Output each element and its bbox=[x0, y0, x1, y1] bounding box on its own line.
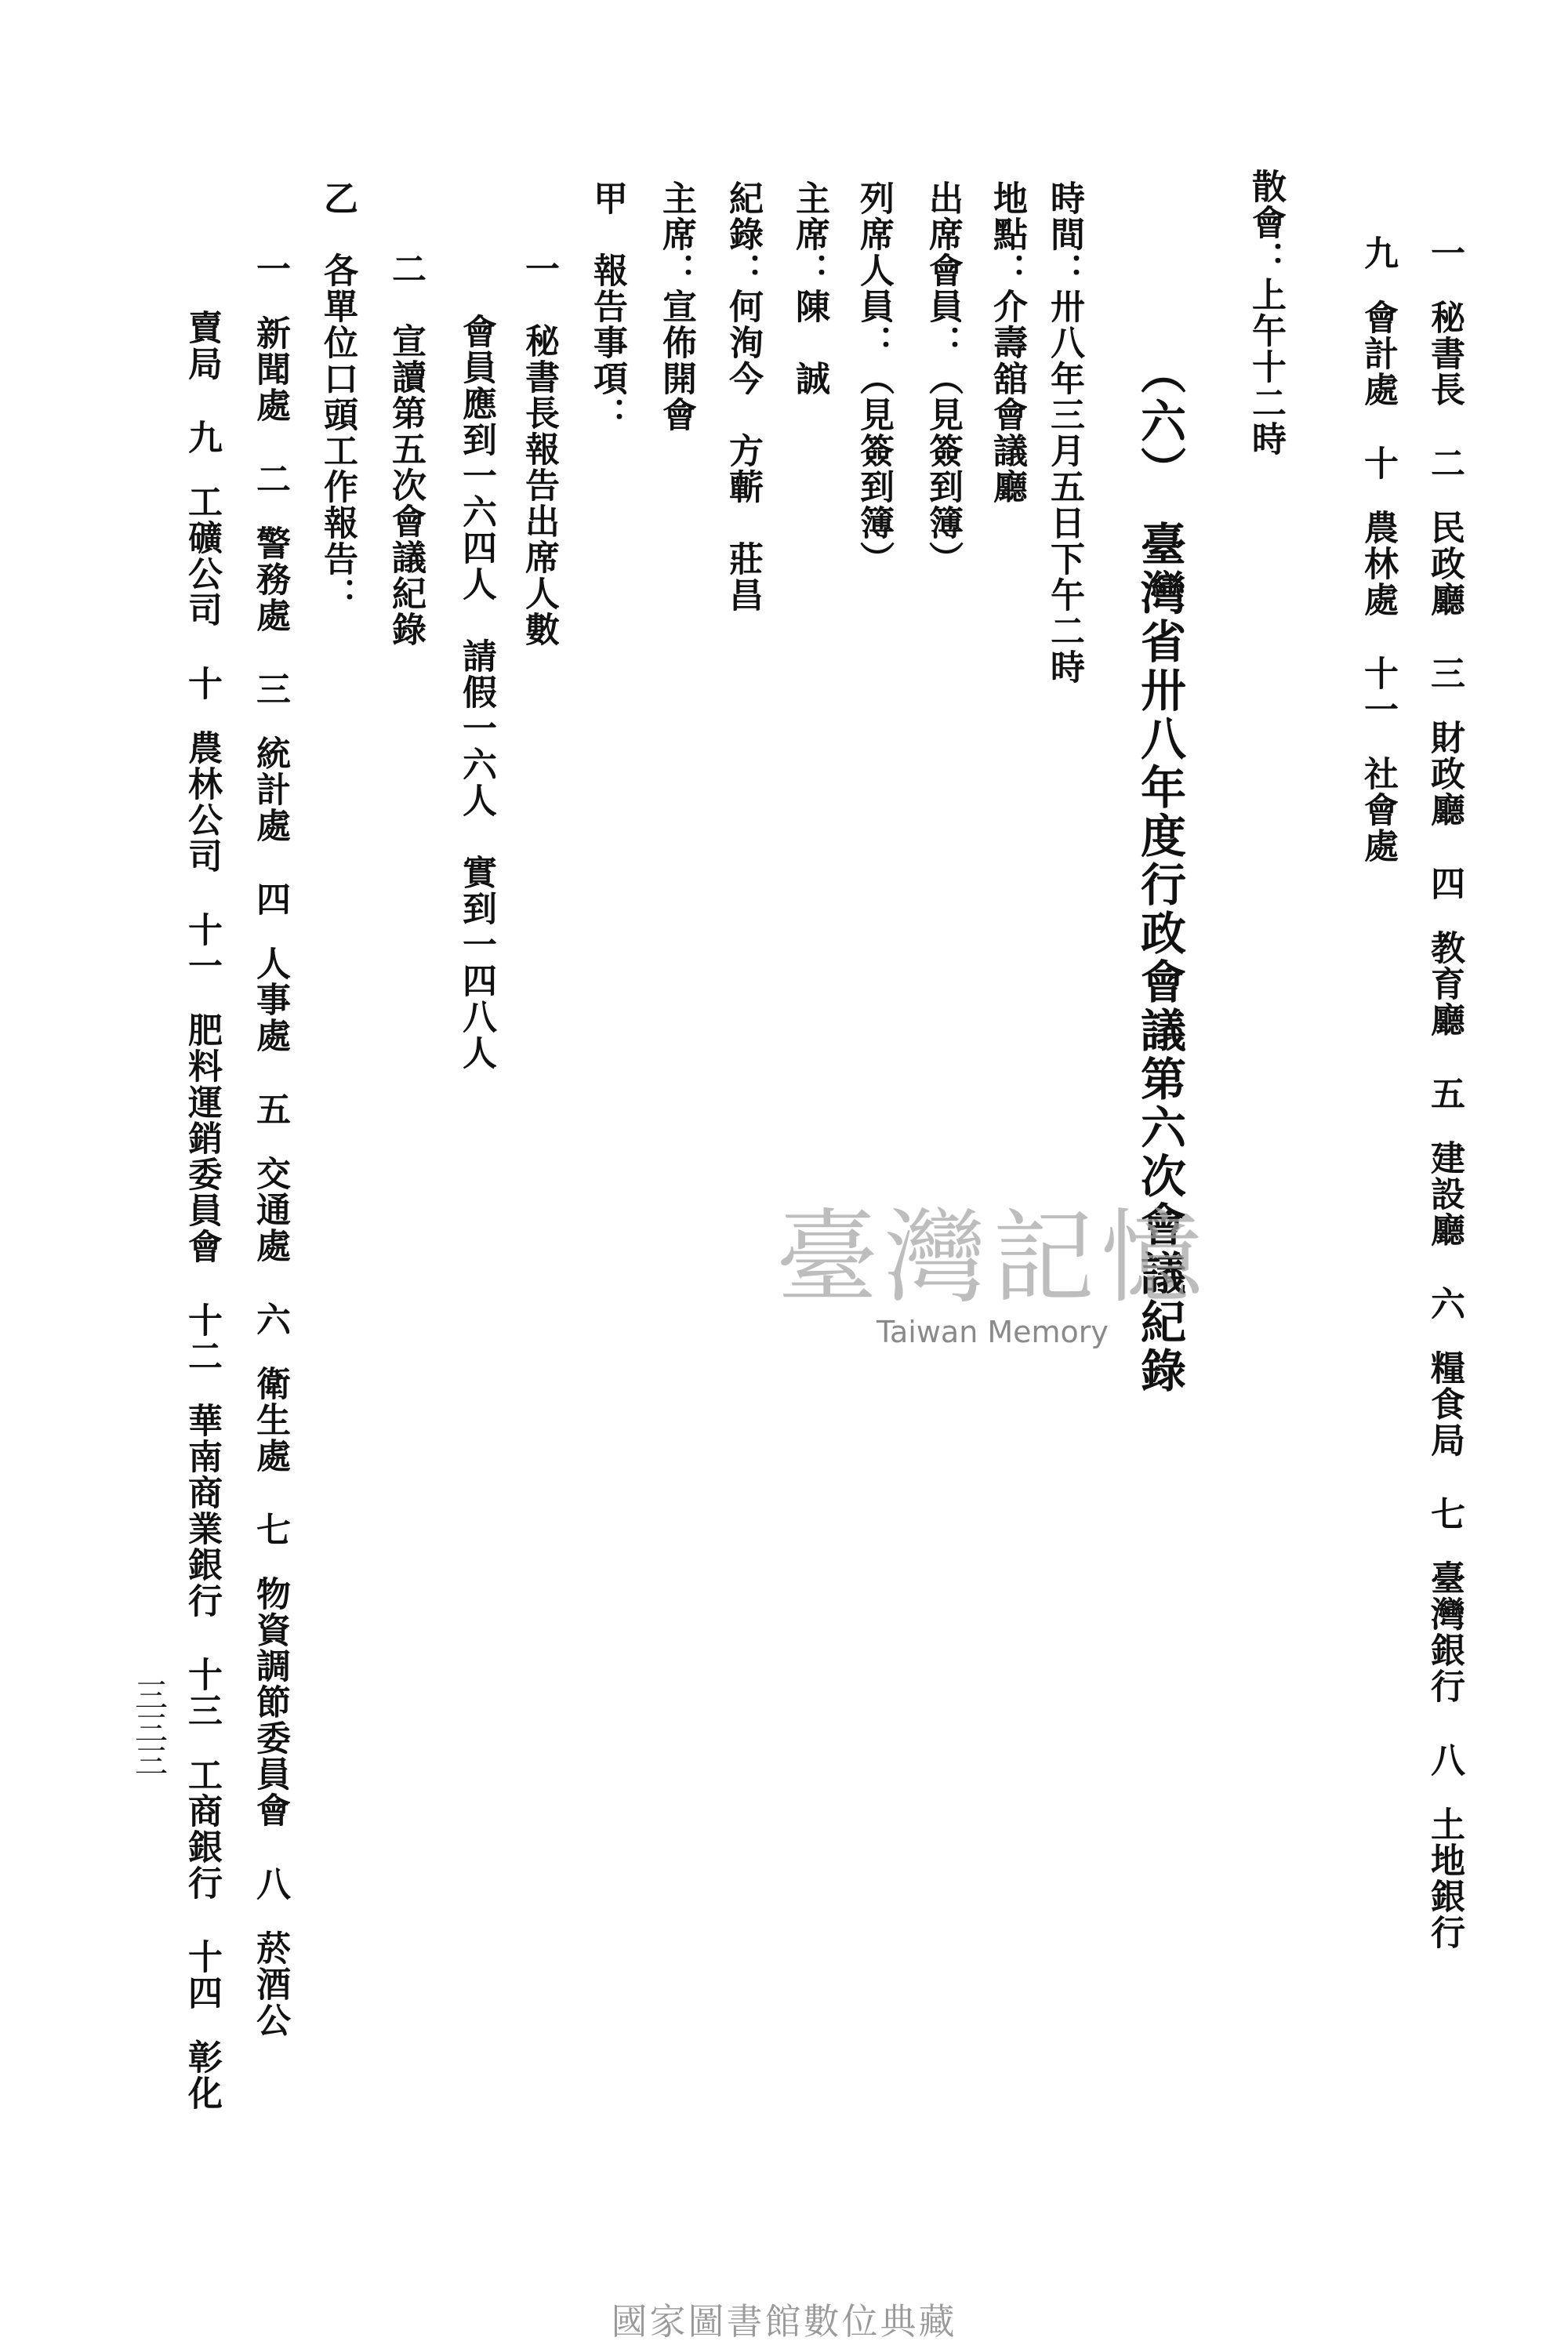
agency-list-column-1 bbox=[1425, 235, 1465, 1951]
report-list-column-2 bbox=[182, 310, 222, 2111]
list-num: 十一 bbox=[182, 912, 222, 984]
meeting-place: 地點：介壽舘會議廳 bbox=[987, 180, 1027, 505]
list-item: 衛生處 bbox=[250, 1366, 290, 1474]
meeting-chair: 主席：陳 誠 bbox=[789, 180, 829, 397]
list-item: 人事處 bbox=[250, 946, 290, 1054]
list-item: 建設廳 bbox=[1425, 1140, 1465, 1248]
report-list-column-1 bbox=[250, 251, 290, 2038]
list-item: 統計處 bbox=[250, 735, 290, 844]
section-b-heading: 乙 各單位口頭工作報告： bbox=[318, 180, 358, 613]
list-item: 賣局 bbox=[182, 310, 222, 382]
list-num: 三 bbox=[1425, 655, 1465, 691]
list-item: 民政廳 bbox=[1425, 510, 1465, 618]
list-item: 糧食局 bbox=[1425, 1350, 1465, 1458]
list-item: 財政廳 bbox=[1425, 720, 1465, 828]
list-item: 物資調節委員會 bbox=[250, 1576, 290, 1828]
list-num: 十三 bbox=[182, 1657, 222, 1729]
meeting-observers: 列席人員：（見簽到簿） bbox=[854, 180, 894, 577]
list-num: 一 bbox=[1425, 235, 1465, 271]
chair-opens-meeting: 主席：宣佈開會 bbox=[656, 180, 696, 433]
list-item: 農林處 bbox=[1358, 510, 1398, 618]
list-item: 農林公司 bbox=[182, 730, 222, 874]
list-item: 交通處 bbox=[250, 1156, 290, 1264]
meeting-recorders: 紀錄：何洵今 方蘄 莊昌 bbox=[723, 180, 763, 613]
list-item: 華南商業銀行 bbox=[182, 1403, 222, 1619]
list-item: 工商銀行 bbox=[182, 1757, 222, 1901]
list-item: 工礦公司 bbox=[182, 484, 222, 628]
attendance-detail: 會員應到一六四人 請假一六人 實到一四八人 bbox=[456, 314, 496, 1071]
list-num: 七 bbox=[1425, 1496, 1465, 1532]
list-item: 警務處 bbox=[250, 525, 290, 633]
list-item: 新聞處 bbox=[250, 315, 290, 423]
list-num: 三 bbox=[250, 671, 290, 707]
list-num: 五 bbox=[250, 1091, 290, 1127]
list-item: 社會處 bbox=[1358, 756, 1398, 864]
list-item: 會計處 bbox=[1358, 299, 1398, 408]
watermark-english: Taiwan Memory bbox=[877, 1315, 1109, 1349]
list-num: 六 bbox=[250, 1301, 290, 1338]
section-a-heading: 甲 報告事項： bbox=[587, 180, 627, 433]
list-num: 十二 bbox=[182, 1302, 222, 1374]
list-num: 四 bbox=[1425, 866, 1465, 902]
list-item: 臺灣銀行 bbox=[1425, 1560, 1465, 1704]
list-num: 四 bbox=[250, 881, 290, 917]
list-num: 九 bbox=[1358, 235, 1398, 271]
list-item: 菸酒公 bbox=[250, 1930, 290, 2038]
section-a-item-2: 二 宣讀第五次會議紀錄 bbox=[386, 251, 426, 648]
list-num: 九 bbox=[182, 419, 222, 456]
list-num: 七 bbox=[250, 1512, 290, 1548]
list-num: 一 bbox=[250, 251, 290, 287]
meeting-attendees: 出席會員：（見簽到簿） bbox=[923, 180, 963, 577]
watermark-chinese: 臺灣記憶 bbox=[776, 1198, 1210, 1317]
list-item: 教育廳 bbox=[1425, 930, 1465, 1038]
list-item: 肥料運銷委員會 bbox=[182, 1012, 222, 1265]
list-num: 十一 bbox=[1358, 655, 1398, 728]
section-a-item-1: 一 秘書長報告出席人數 bbox=[519, 251, 559, 648]
list-item: 彰化 bbox=[182, 2039, 222, 2111]
adjourn-time: 散會：上午十二時 bbox=[1246, 169, 1286, 457]
list-num: 十四 bbox=[182, 1939, 222, 2011]
list-num: 十 bbox=[1358, 445, 1398, 481]
page-number: 三三三 bbox=[130, 1678, 169, 1777]
list-item: 土地銀行 bbox=[1425, 1806, 1465, 1951]
list-num: 六 bbox=[1425, 1286, 1465, 1322]
list-num: 十 bbox=[182, 666, 222, 702]
list-item: 秘書長 bbox=[1425, 299, 1465, 408]
list-num: 二 bbox=[250, 461, 290, 497]
list-num: 二 bbox=[1425, 445, 1465, 481]
meeting-time: 時間：卅八年三月五日下午二時 bbox=[1044, 180, 1084, 685]
library-footer: 國家圖書館數位典藏 bbox=[611, 2300, 957, 2343]
list-num: 五 bbox=[1425, 1076, 1465, 1112]
list-num: 八 bbox=[1425, 1742, 1465, 1778]
taiwan-memory-watermark bbox=[776, 1176, 1209, 1349]
agency-list-column-2 bbox=[1358, 235, 1398, 864]
document-title: （六） 臺灣省卅八年度行政會議第六次會議紀錄 bbox=[1133, 349, 1186, 1396]
list-num: 八 bbox=[250, 1866, 290, 1902]
